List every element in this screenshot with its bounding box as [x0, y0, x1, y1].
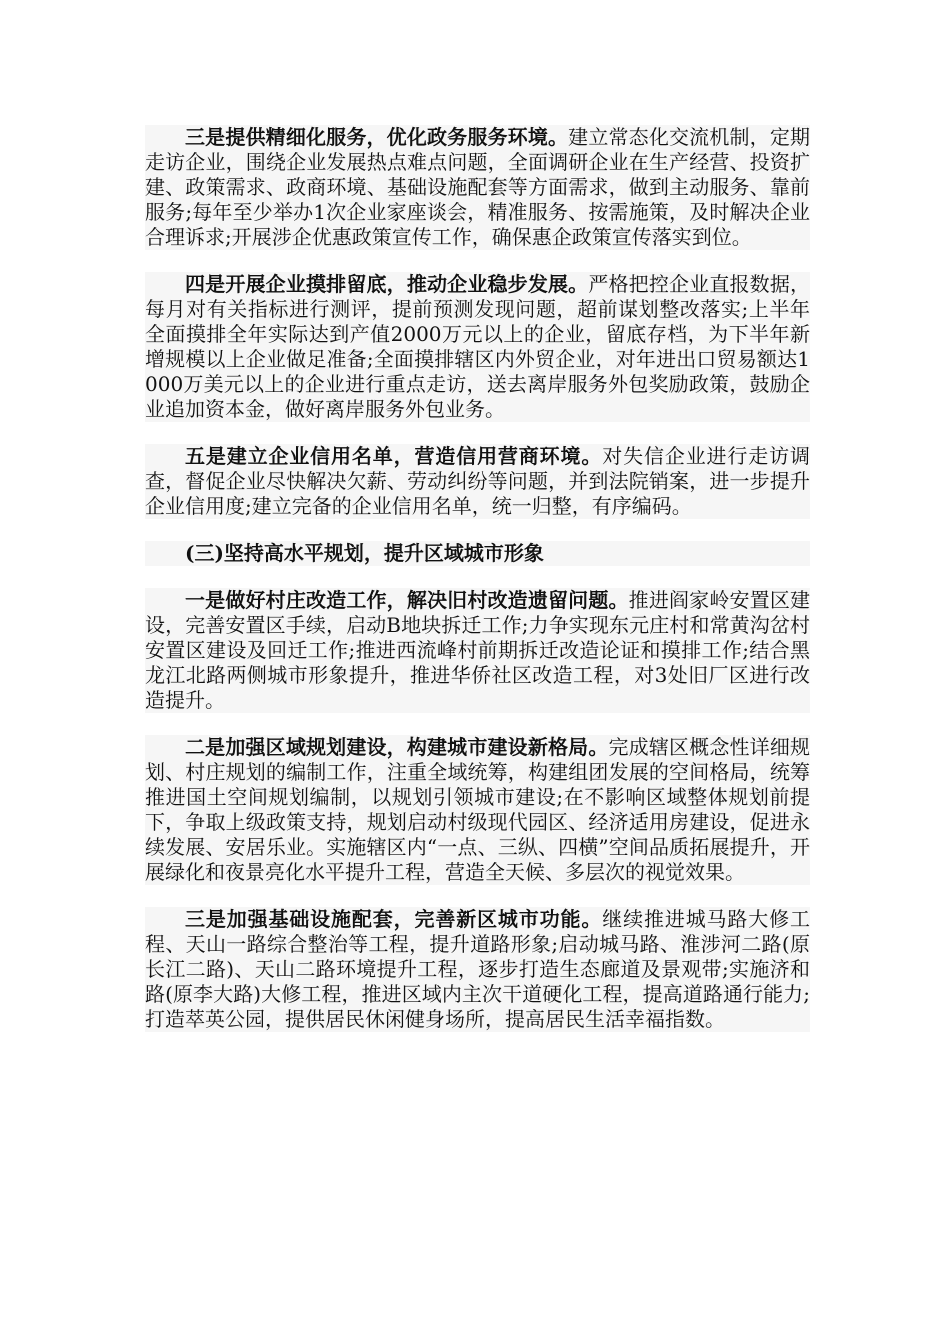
paragraph-body: 推进阎家岭安置区建设，完善安置区手续，启动B地块拆迁工作;力争实现东元庄村和常黄沟岔村安置区建设及回迁工作;推进西流峰村前期拆迁改造论证和摸排工作;结合黑龙江北路两侧城市形象提升，推进华侨社区改造工程，对3处旧厂区进行改造提升。 [145, 588, 811, 712]
paragraph-regional-planning [145, 735, 810, 885]
paragraph-lead: 二是加强区域规划建设，构建城市建设新格局。 [185, 735, 609, 759]
paragraph-village-renovation [145, 588, 810, 713]
paragraph-lead: 三是提供精细化服务，优化政务服务环境。 [185, 125, 569, 149]
paragraph-credit-list [145, 444, 810, 519]
section-heading: (三)坚持高水平规划，提升区域城市形象 [145, 541, 810, 566]
paragraph-body: 继续推进城马路大修工程、天山一路综合整治等工程，提升道路形象;启动城马路、淮涉河二路(原长江二路)、天山二路环境提升工程，逐步打造生态廊道及景观带;实施济和路(原李大路)大修工程，推进区域内主次干道硬化工程，提高道路通行能力;打造萃英公园，提供居民休闲健身场所，提高居民生活幸福指数。 [145, 907, 811, 1031]
paragraph-body: 建立常态化交流机制，定期走访企业，围绕企业发展热点难点问题，全面调研企业在生产经营、投资扩建、政策需求、政商环境、基础设施配套等方面需求，做到主动服务、靠前服务;每年至少举办1次企业家座谈会，精准服务、按需施策，及时解决企业合理诉求;开展涉企优惠政策宣传工作，确保惠企政策宣传落实到位。 [145, 125, 811, 249]
paragraph-lead: 五是建立企业信用名单，营造信用营商环境。 [185, 444, 603, 468]
paragraph-lead: 一是做好村庄改造工作，解决旧村改造遗留问题。 [185, 588, 629, 612]
document-body [145, 125, 810, 1054]
paragraph-infrastructure [145, 907, 810, 1032]
paragraph-service-environment [145, 125, 810, 250]
paragraph-lead: 四是开展企业摸排留底，推动企业稳步发展。 [185, 272, 589, 296]
paragraph-enterprise-survey [145, 272, 810, 422]
paragraph-body: 对失信企业进行走访调查，督促企业尽快解决欠薪、劳动纠纷等问题，并到法院销案，进一步提升企业信用度;建立完备的企业信用名单，统一归整，有序编码。 [145, 444, 811, 518]
paragraph-body: 完成辖区概念性详细规划、村庄规划的编制工作，注重全域统筹，构建组团发展的空间格局，统筹推进国土空间规划编制，以规划引领城市建设;在不影响区域整体规划前提下，争取上级政策支持，规划启动村级现代园区、经济适用房建设，促进永续发展、安居乐业。实施辖区内“一点、三纵、四横”空间品质拓展提升，开展绿化和夜景亮化水平提升工程，营造全天候、多层次的视觉效果。 [145, 735, 811, 884]
paragraph-body: 严格把控企业直报数据，每月对有关指标进行测评，提前预测发现问题，超前谋划整改落实;上半年全面摸排全年实际达到产值2000万元以上的企业，留底存档，为下半年新增规模以上企业做足准备;全面摸排辖区内外贸企业，对年进出口贸易额达1000万美元以上的企业进行重点走访，送去离岸服务外包奖励政策，鼓励企业追加资本金，做好离岸服务外包业务。 [145, 272, 811, 421]
paragraph-lead: 三是加强基础设施配套，完善新区城市功能。 [185, 907, 603, 931]
